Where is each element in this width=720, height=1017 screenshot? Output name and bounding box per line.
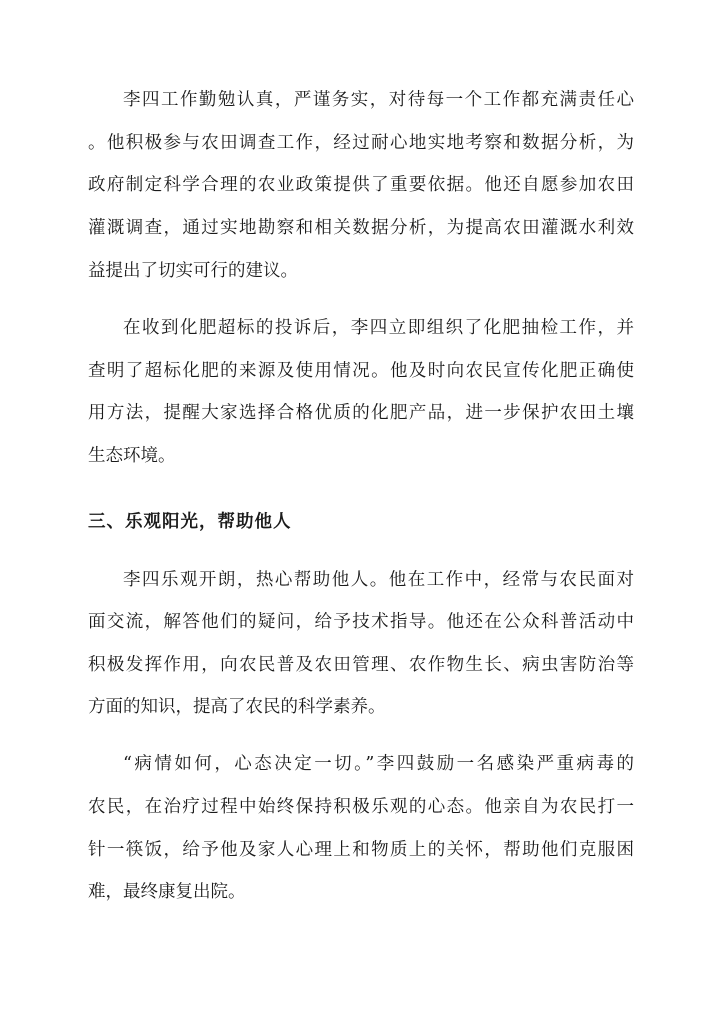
paragraph-2-line-4: 生态环境。 — [88, 446, 176, 466]
paragraph-2-line-3: 用方法，提醒大家选择合格优质的化肥产品，进一步保护农田土壤 — [88, 403, 634, 423]
paragraph-1-line-1: 李四工作勤勉认真，严谨务实，对待每一个工作都充满责任心 — [123, 90, 634, 110]
paragraph-1-line-3: 政府制定科学合理的农业政策提供了重要依据。他还自愿参加农田 — [88, 175, 634, 195]
section-heading: 三、乐观阳光，帮助他人 — [88, 512, 292, 532]
paragraph-1-line-2: 。他积极参与农田调查工作，经过耐心地实地考察和数据分析，为 — [88, 133, 634, 153]
paragraph-4-line-2: 农民，在治疗过程中始终保持积极乐观的心态。他亲自为农民打一 — [88, 797, 634, 817]
paragraph-2-line-2: 查明了超标化肥的来源及使用情况。他及时向农民宣传化肥正确使 — [88, 361, 634, 381]
paragraph-3-line-4: 方面的知识，提高了农民的科学素养。 — [88, 697, 386, 717]
paragraph-1-line-5: 益提出了切实可行的建议。 — [88, 261, 298, 281]
paragraph-3-line-3: 积极发挥作用，向农民普及农田管理、农作物生长、病虫害防治等 — [88, 655, 634, 675]
paragraph-2-line-1: 在收到化肥超标的投诉后，李四立即组织了化肥抽检工作，并 — [123, 318, 634, 338]
paragraph-4-line-1: “病情如何，心态决定一切。”李四鼓励一名感染严重病毒的 — [123, 754, 634, 774]
paragraph-3-line-1: 李四乐观开朗，热心帮助他人。他在工作中，经常与农民面对 — [123, 570, 634, 590]
paragraph-4-line-3: 针一筷饭，给予他及家人心理上和物质上的关怀，帮助他们克服困 — [88, 840, 634, 860]
paragraph-1-line-4: 灌溉调查，通过实地勘察和相关数据分析，为提高农田灌溉水利效 — [88, 218, 634, 238]
paragraph-3-line-2: 面交流，解答他们的疑问，给予技术指导。他还在公众科普活动中 — [88, 612, 634, 632]
paragraph-4-line-4: 难，最终康复出院。 — [88, 882, 246, 902]
